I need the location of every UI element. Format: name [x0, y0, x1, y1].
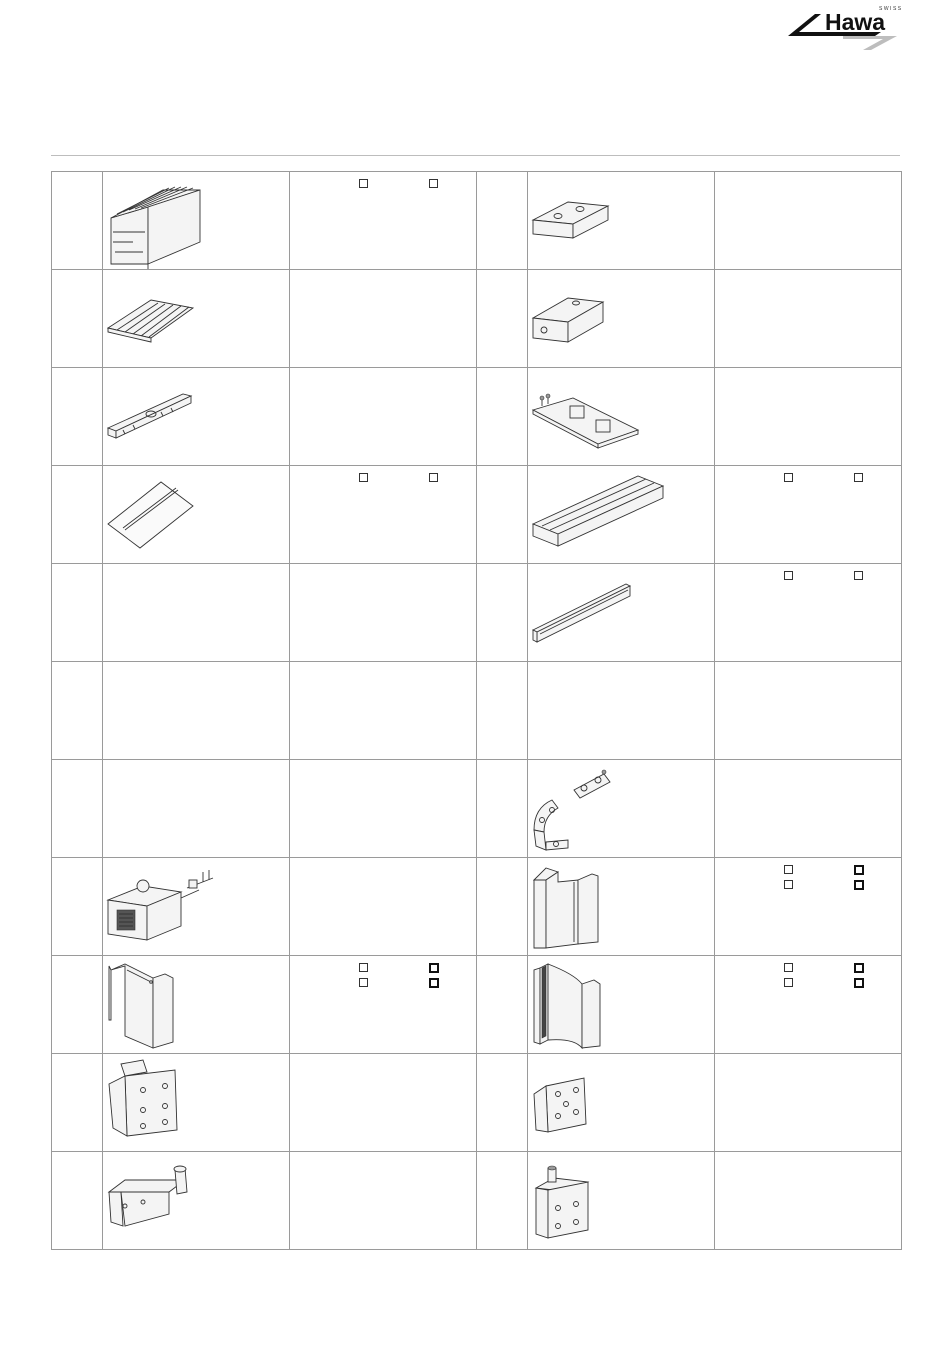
option-checkbox[interactable]	[784, 880, 793, 889]
options-cell	[715, 1054, 902, 1152]
image-cell	[528, 1054, 715, 1152]
track-profile-icon	[528, 466, 714, 563]
hawa-logo	[785, 2, 903, 52]
door-profile-icon	[103, 956, 289, 1053]
image-cell	[528, 760, 715, 858]
item-number-cell	[52, 858, 103, 956]
options-cell	[290, 466, 477, 564]
item-number-cell	[477, 564, 528, 662]
base-plate-icon	[528, 368, 714, 465]
item-number-cell	[477, 956, 528, 1054]
aluminium-profile-icon	[103, 172, 289, 269]
item-number-cell	[52, 564, 103, 662]
table-row	[52, 760, 902, 858]
option-checkbox[interactable]	[429, 963, 439, 973]
option-checkbox[interactable]	[854, 865, 864, 875]
image-cell	[528, 564, 715, 662]
door-profile-icon	[528, 956, 714, 1053]
option-checkbox[interactable]	[854, 978, 864, 988]
options-cell	[290, 662, 477, 760]
options-cell	[290, 368, 477, 466]
image-cell	[528, 1152, 715, 1250]
image-cell	[103, 858, 290, 956]
item-number-cell	[477, 1054, 528, 1152]
table-row	[52, 662, 902, 760]
options-cell	[290, 564, 477, 662]
table-row	[52, 172, 902, 270]
options-cell	[290, 858, 477, 956]
image-cell	[103, 760, 290, 858]
table-row	[52, 858, 902, 956]
option-checkbox[interactable]	[784, 865, 793, 874]
table-row	[52, 1054, 902, 1152]
item-number-cell	[477, 858, 528, 956]
options-cell	[715, 172, 902, 270]
image-cell	[103, 466, 290, 564]
option-checkbox[interactable]	[359, 473, 368, 482]
item-number-cell	[477, 368, 528, 466]
option-checkbox[interactable]	[854, 473, 863, 482]
image-cell	[528, 858, 715, 956]
image-cell	[103, 956, 290, 1054]
table-row	[52, 564, 902, 662]
bracket-pin-icon	[528, 1152, 714, 1249]
option-checkbox[interactable]	[429, 179, 438, 188]
options-cell	[715, 368, 902, 466]
item-number-cell	[52, 956, 103, 1054]
block-icon	[528, 172, 714, 269]
options-cell	[290, 1152, 477, 1250]
option-checkbox[interactable]	[359, 179, 368, 188]
item-number-cell	[477, 466, 528, 564]
bracket-roller-icon	[103, 1152, 289, 1249]
item-number-cell	[52, 1152, 103, 1250]
table-row	[52, 466, 902, 564]
image-cell	[103, 368, 290, 466]
image-cell	[103, 662, 290, 760]
cable-chain-icon	[528, 760, 714, 857]
image-cell	[103, 172, 290, 270]
image-cell	[528, 466, 715, 564]
rail-profile-icon	[528, 564, 714, 661]
item-number-cell	[52, 662, 103, 760]
image-cell	[103, 1152, 290, 1250]
brand-tagline: SWISS	[879, 6, 903, 12]
item-number-cell	[477, 172, 528, 270]
options-cell	[290, 956, 477, 1054]
option-checkbox[interactable]	[359, 978, 368, 987]
option-checkbox[interactable]	[854, 880, 864, 890]
option-checkbox[interactable]	[854, 571, 863, 580]
options-cell	[715, 270, 902, 368]
image-cell	[528, 662, 715, 760]
image-cell	[528, 368, 715, 466]
item-number-cell	[52, 760, 103, 858]
options-cell	[715, 956, 902, 1054]
parts-table	[51, 171, 902, 1250]
brand-name: Hawa	[825, 9, 886, 35]
options-cell	[290, 270, 477, 368]
options-cell	[290, 172, 477, 270]
option-checkbox[interactable]	[784, 963, 793, 972]
option-checkbox[interactable]	[429, 473, 438, 482]
option-checkbox[interactable]	[359, 963, 368, 972]
image-cell	[103, 270, 290, 368]
item-number-cell	[52, 172, 103, 270]
options-cell	[715, 760, 902, 858]
options-cell	[715, 858, 902, 956]
image-cell	[528, 956, 715, 1054]
option-checkbox[interactable]	[784, 571, 793, 580]
table-row	[52, 1152, 902, 1250]
mounting-plate-icon	[528, 1054, 714, 1151]
flat-strip-icon	[103, 466, 289, 563]
item-number-cell	[477, 1152, 528, 1250]
option-checkbox[interactable]	[429, 978, 439, 988]
options-cell	[715, 466, 902, 564]
option-checkbox[interactable]	[854, 963, 864, 973]
option-checkbox[interactable]	[784, 978, 793, 987]
carrier-bracket-icon	[103, 1054, 289, 1151]
item-number-cell	[52, 270, 103, 368]
options-cell	[290, 760, 477, 858]
item-number-cell	[477, 662, 528, 760]
table-row	[52, 368, 902, 466]
image-cell	[528, 270, 715, 368]
image-cell	[103, 1054, 290, 1152]
table-row	[52, 270, 902, 368]
options-cell	[715, 1152, 902, 1250]
options-cell	[715, 662, 902, 760]
door-profile-icon	[528, 858, 714, 955]
item-number-cell	[52, 466, 103, 564]
image-cell	[528, 172, 715, 270]
ribbed-spacer-icon	[103, 270, 289, 367]
item-number-cell	[52, 368, 103, 466]
table-row	[52, 956, 902, 1054]
option-checkbox[interactable]	[784, 473, 793, 482]
header-rule	[51, 155, 900, 156]
options-cell	[715, 564, 902, 662]
drive-motor-icon	[103, 858, 289, 955]
end-block-icon	[528, 270, 714, 367]
guide-strip-icon	[103, 368, 289, 465]
image-cell	[103, 564, 290, 662]
item-number-cell	[477, 270, 528, 368]
options-cell	[290, 1054, 477, 1152]
item-number-cell	[52, 1054, 103, 1152]
item-number-cell	[477, 760, 528, 858]
